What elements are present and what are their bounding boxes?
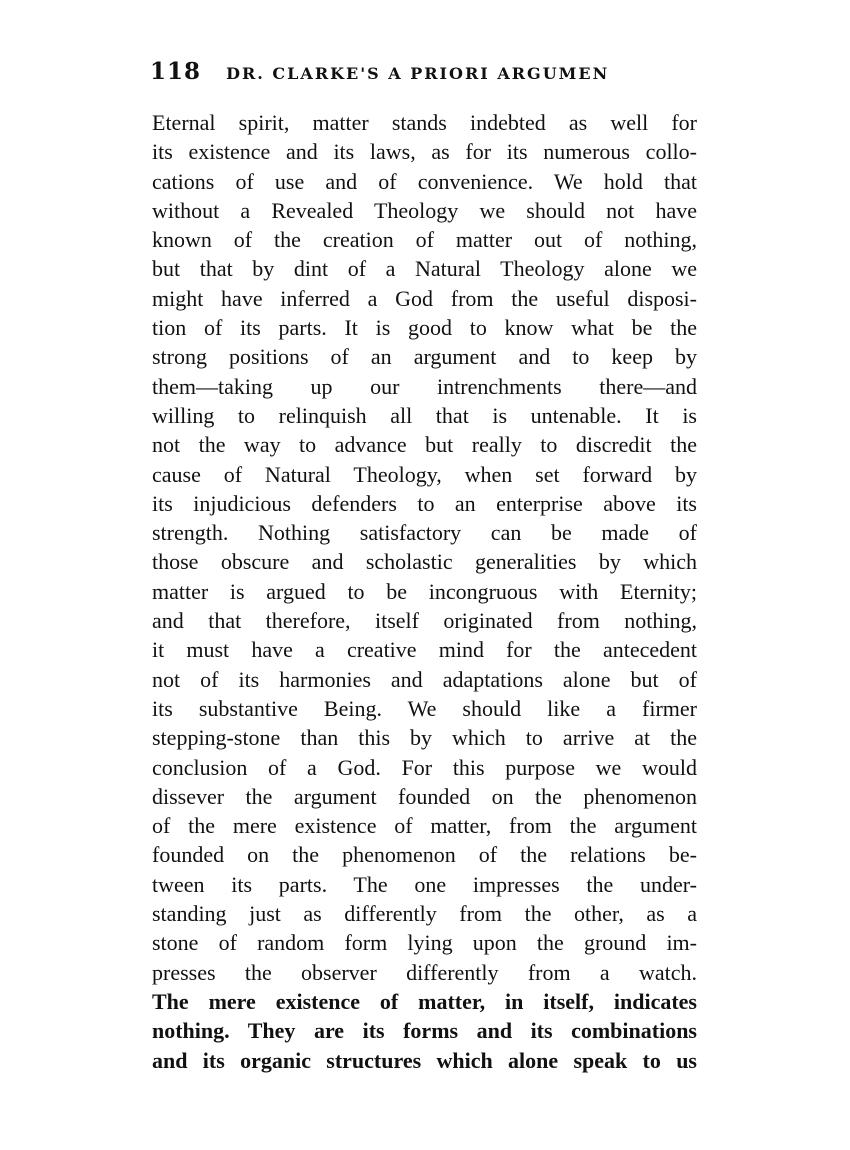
text-line: its existence and its laws, as for its numerous collo- — [152, 139, 697, 165]
text-line: but that by dint of a Natural Theology alone we — [152, 256, 697, 282]
page-number: 118 — [150, 58, 202, 85]
text-line: nothing. They are its forms and its combinations — [152, 1018, 697, 1044]
text-line: might have inferred a God from the useful disposi- — [152, 285, 697, 311]
text-line: its injudicious defenders to an enterprise above its — [152, 490, 697, 516]
text-line: not the way to advance but really to discredit the — [152, 432, 697, 458]
running-head: DR. CLARKE'S A PRIORI ARGUMEN — [226, 64, 610, 83]
text-line: and that therefore, itself originated from nothing, — [152, 608, 697, 634]
text-line: known of the creation of matter out of nothing, — [152, 227, 697, 253]
text-line: tion of its parts. It is good to know what be the — [152, 315, 697, 341]
text-line: founded on the phenomenon of the relations be- — [152, 842, 697, 868]
text-line: strength. Nothing satisfactory can be made of — [152, 520, 697, 546]
text-line: tween its parts. The one impresses the under- — [152, 871, 697, 897]
text-line: not of its harmonies and adaptations alone but of — [152, 666, 697, 692]
text-line: conclusion of a God. For this purpose we would — [152, 754, 697, 780]
text-line: matter is argued to be incongruous with Eternity; — [152, 578, 697, 604]
body-text — [152, 108, 697, 1075]
text-line: presses the observer differently from a watch. — [152, 959, 697, 985]
text-line: The mere existence of matter, in itself, indicates — [152, 988, 697, 1014]
text-line: it must have a creative mind for the antecedent — [152, 637, 697, 663]
text-line: strong positions of an argument and to keep by — [152, 344, 697, 370]
text-line: them—taking up our intrenchments there—and — [152, 373, 697, 399]
text-line: cations of use and of convenience. We hold that — [152, 168, 697, 194]
text-line: those obscure and scholastic generalities by which — [152, 549, 697, 575]
text-line: Eternal spirit, matter stands indebted as well for — [152, 110, 697, 135]
text-line: stone of random form lying upon the ground im- — [152, 930, 697, 956]
text-line: without a Revealed Theology we should not have — [152, 197, 697, 223]
text-line: and its organic structures which alone speak to us — [152, 1047, 697, 1073]
text-line: of the mere existence of matter, from the argument — [152, 813, 697, 839]
page-header — [150, 58, 710, 92]
text-line: willing to relinquish all that is untenable. It is — [152, 402, 697, 428]
text-line: standing just as differently from the other, as a — [152, 901, 697, 927]
text-line: dissever the argument founded on the phenomenon — [152, 783, 697, 809]
text-line: its substantive Being. We should like a firmer — [152, 695, 697, 721]
text-line: stepping-stone than this by which to arrive at the — [152, 725, 697, 751]
text-line: cause of Natural Theology, when set forward by — [152, 461, 697, 487]
